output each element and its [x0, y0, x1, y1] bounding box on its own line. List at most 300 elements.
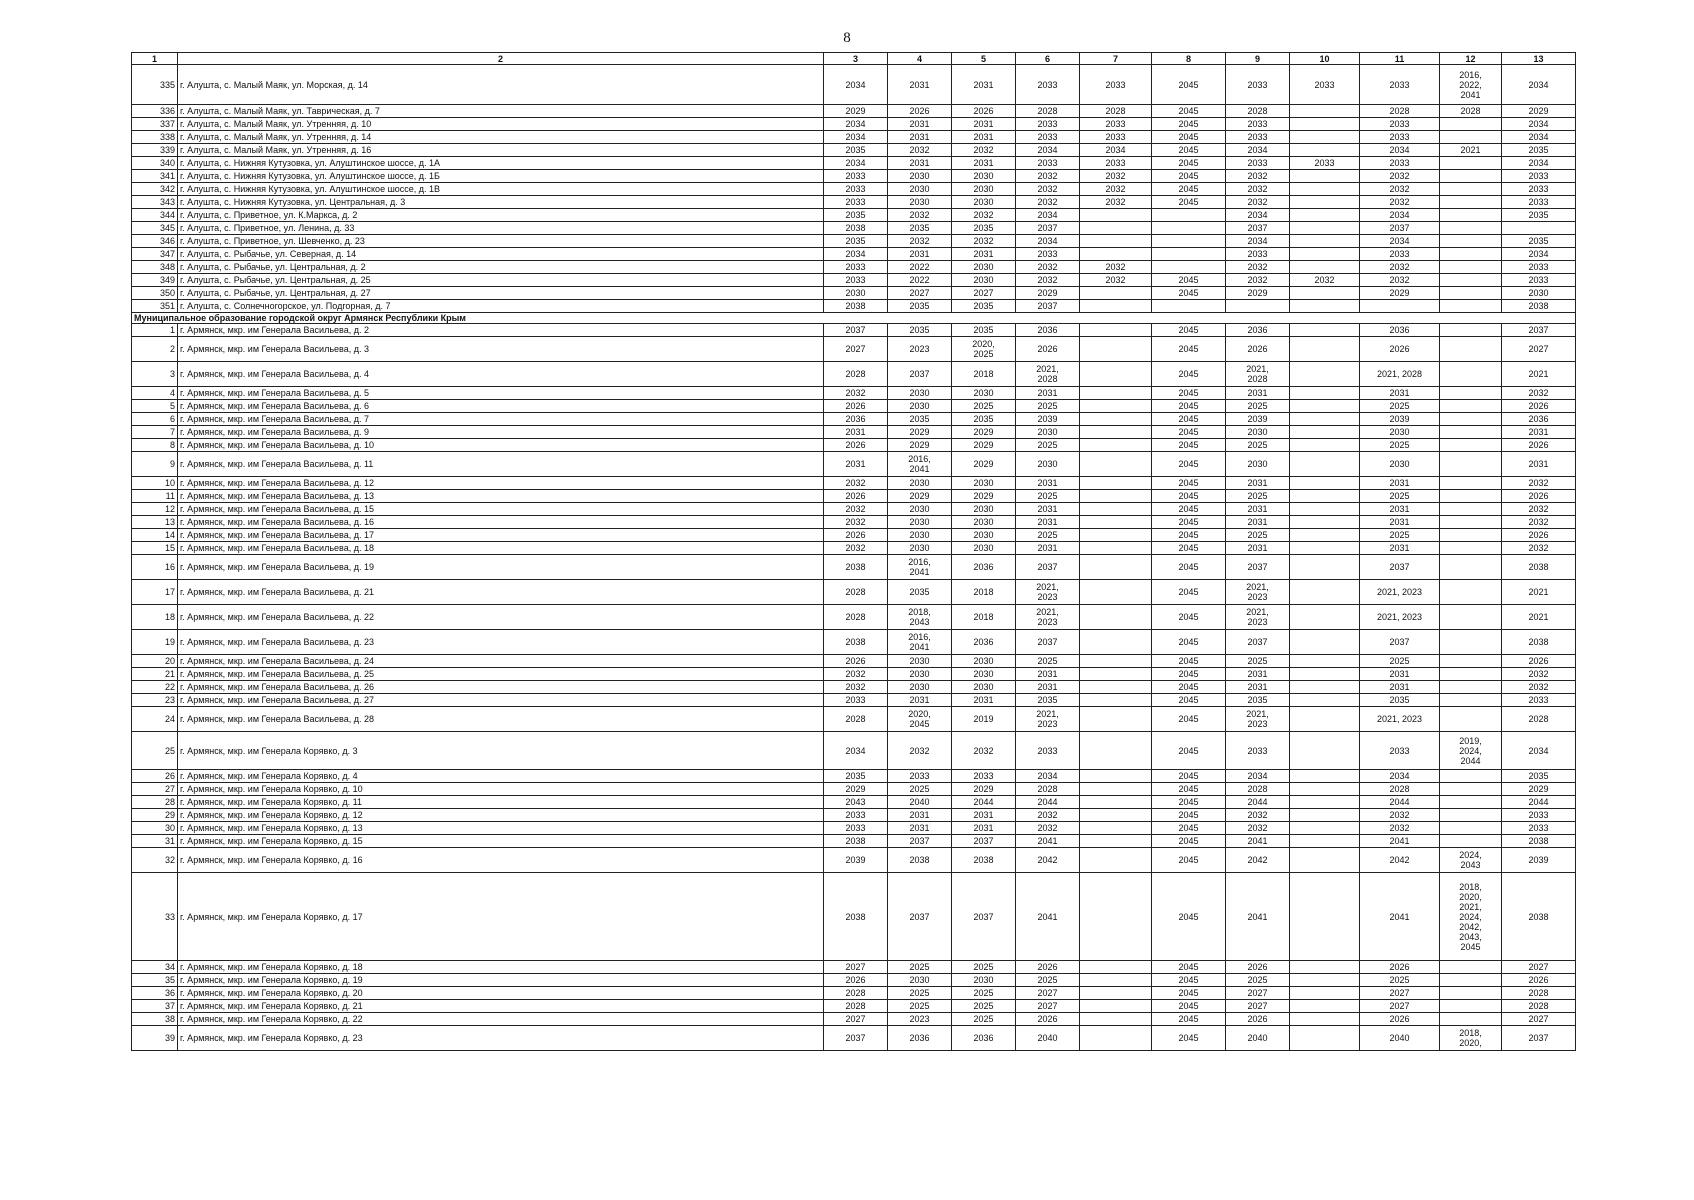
year-cell: 2027 — [1016, 1000, 1080, 1013]
year-cell: 2033 — [1360, 157, 1440, 170]
address-cell: г. Алушта, с. Малый Маяк, ул. Утренняя, д. 14 — [178, 131, 824, 144]
year-cell: 2037 — [1502, 1026, 1576, 1051]
year-cell: 2031 — [1360, 503, 1440, 516]
year-cell: 2025 — [1226, 655, 1290, 668]
table-row — [132, 694, 1576, 707]
year-cell: 2032 — [1080, 261, 1152, 274]
year-cell: 2026 — [1360, 337, 1440, 362]
section-title: Муниципальное образование городской округ Армянск Республики Крым — [132, 313, 1576, 324]
address-cell: г. Алушта, с. Малый Маяк, ул. Утренняя, д. 10 — [178, 118, 824, 131]
row-number: 7 — [132, 426, 178, 439]
table-row — [132, 630, 1576, 655]
year-cell: 2021, 2023 — [1226, 605, 1290, 630]
year-cell: 2045 — [1152, 516, 1226, 529]
year-cell: 2032 — [1502, 516, 1576, 529]
year-cell: 2032 — [1502, 542, 1576, 555]
row-number: 10 — [132, 477, 178, 490]
year-cell — [1440, 542, 1502, 555]
year-cell — [1080, 300, 1152, 313]
year-cell: 2029 — [888, 490, 952, 503]
address-cell: г. Армянск, мкр. им Генерала Васильева, д. 28 — [178, 707, 824, 732]
address-cell: г. Армянск, мкр. им Генерала Васильева, д. 5 — [178, 387, 824, 400]
year-cell: 2038 — [888, 848, 952, 873]
year-cell: 2028 — [1502, 987, 1576, 1000]
year-cell — [1152, 222, 1226, 235]
year-cell: 2028 — [1360, 105, 1440, 118]
year-cell: 2041 — [1016, 835, 1080, 848]
year-cell: 2032 — [1080, 196, 1152, 209]
year-cell — [1080, 413, 1152, 426]
year-cell — [1290, 961, 1360, 974]
year-cell: 2031 — [1226, 503, 1290, 516]
register-table — [131, 52, 1576, 1051]
year-cell: 2032 — [1226, 261, 1290, 274]
year-cell — [1080, 822, 1152, 835]
year-cell — [1360, 300, 1440, 313]
year-cell: 2030 — [952, 542, 1016, 555]
year-cell: 2045 — [1152, 605, 1226, 630]
year-cell: 2045 — [1152, 770, 1226, 783]
year-cell: 2032 — [888, 144, 952, 157]
year-cell: 2035 — [952, 413, 1016, 426]
year-cell: 2031 — [1226, 516, 1290, 529]
year-cell: 2030 — [888, 503, 952, 516]
year-cell: 2028 — [1016, 783, 1080, 796]
column-header: 10 — [1290, 53, 1360, 65]
year-cell: 2021 — [1440, 144, 1502, 157]
address-cell: г. Армянск, мкр. им Генерала Васильева, д. 2 — [178, 324, 824, 337]
year-cell — [1080, 337, 1152, 362]
year-cell: 2044 — [1226, 796, 1290, 809]
table-row — [132, 144, 1576, 157]
year-cell: 2030 — [888, 542, 952, 555]
year-cell: 2032 — [1226, 809, 1290, 822]
column-header: 8 — [1152, 53, 1226, 65]
year-cell: 2030 — [952, 681, 1016, 694]
year-cell: 2027 — [1502, 337, 1576, 362]
year-cell: 2035 — [1502, 770, 1576, 783]
year-cell: 2036 — [1502, 413, 1576, 426]
year-cell: 2016, 2041 — [888, 452, 952, 477]
year-cell: 2031 — [952, 822, 1016, 835]
address-cell: г. Алушта, с. Рыбачье, ул. Центральная, д. 2 — [178, 261, 824, 274]
year-cell: 2031 — [1016, 542, 1080, 555]
year-cell — [1290, 439, 1360, 452]
year-cell: 2030 — [952, 387, 1016, 400]
year-cell — [1290, 337, 1360, 362]
year-cell — [1080, 426, 1152, 439]
year-cell: 2021, 2023 — [1226, 580, 1290, 605]
year-cell: 2024, 2043 — [1440, 848, 1502, 873]
year-cell: 2027 — [1360, 1000, 1440, 1013]
year-cell: 2026 — [888, 105, 952, 118]
year-cell: 2025 — [888, 987, 952, 1000]
year-cell: 2031 — [952, 118, 1016, 131]
year-cell: 2026 — [1502, 490, 1576, 503]
address-cell: г. Армянск, мкр. им Генерала Корявко, д. 23 — [178, 1026, 824, 1051]
row-number: 337 — [132, 118, 178, 131]
year-cell: 2045 — [1152, 1026, 1226, 1051]
year-cell: 2034 — [1360, 209, 1440, 222]
year-cell: 2028 — [1502, 1000, 1576, 1013]
year-cell: 2026 — [1502, 439, 1576, 452]
year-cell: 2029 — [1502, 783, 1576, 796]
year-cell: 2032 — [1080, 170, 1152, 183]
table-row — [132, 707, 1576, 732]
year-cell: 2029 — [952, 426, 1016, 439]
year-cell — [1440, 413, 1502, 426]
year-cell: 2029 — [1016, 287, 1080, 300]
year-cell — [1290, 1026, 1360, 1051]
year-cell — [1290, 170, 1360, 183]
year-cell — [1440, 287, 1502, 300]
year-cell: 2025 — [1360, 400, 1440, 413]
table-row — [132, 796, 1576, 809]
address-cell: г. Армянск, мкр. им Генерала Васильева, д. 11 — [178, 452, 824, 477]
year-cell — [1290, 732, 1360, 770]
address-cell: г. Армянск, мкр. им Генерала Васильева, д. 19 — [178, 555, 824, 580]
year-cell: 2045 — [1152, 873, 1226, 961]
row-number: 335 — [132, 65, 178, 105]
year-cell: 2032 — [952, 144, 1016, 157]
year-cell: 2032 — [1080, 183, 1152, 196]
page-number: 8 — [843, 30, 851, 46]
year-cell — [1290, 222, 1360, 235]
table-row — [132, 131, 1576, 144]
year-cell — [1080, 452, 1152, 477]
year-cell: 2037 — [824, 324, 888, 337]
row-number: 16 — [132, 555, 178, 580]
table-row — [132, 974, 1576, 987]
year-cell: 2034 — [1360, 770, 1440, 783]
year-cell: 2045 — [1152, 848, 1226, 873]
table-row — [132, 783, 1576, 796]
row-number: 13 — [132, 516, 178, 529]
year-cell — [1080, 694, 1152, 707]
table-row — [132, 1000, 1576, 1013]
year-cell — [1226, 300, 1290, 313]
row-number: 33 — [132, 873, 178, 961]
year-cell — [1440, 1000, 1502, 1013]
year-cell — [1290, 1000, 1360, 1013]
year-cell: 2032 — [1016, 183, 1080, 196]
year-cell: 2026 — [1016, 961, 1080, 974]
table-row — [132, 362, 1576, 387]
year-cell: 2031 — [1016, 516, 1080, 529]
year-cell — [1440, 503, 1502, 516]
year-cell: 2035 — [824, 144, 888, 157]
year-cell: 2020, 2045 — [888, 707, 952, 732]
year-cell — [1440, 516, 1502, 529]
year-cell: 2028 — [1226, 105, 1290, 118]
row-number: 348 — [132, 261, 178, 274]
year-cell: 2035 — [824, 209, 888, 222]
year-cell: 2028 — [1226, 783, 1290, 796]
year-cell: 2037 — [888, 873, 952, 961]
row-number: 345 — [132, 222, 178, 235]
year-cell: 2025 — [1360, 529, 1440, 542]
row-number: 351 — [132, 300, 178, 313]
year-cell — [1290, 183, 1360, 196]
year-cell — [1290, 362, 1360, 387]
row-number: 29 — [132, 809, 178, 822]
year-cell: 2039 — [1360, 413, 1440, 426]
year-cell: 2045 — [1152, 105, 1226, 118]
address-cell: г. Армянск, мкр. им Генерала Корявко, д. 13 — [178, 822, 824, 835]
year-cell: 2031 — [888, 694, 952, 707]
year-cell: 2034 — [824, 157, 888, 170]
year-cell: 2033 — [1226, 248, 1290, 261]
year-cell: 2025 — [1016, 439, 1080, 452]
year-cell — [1290, 248, 1360, 261]
year-cell — [1290, 630, 1360, 655]
column-header: 7 — [1080, 53, 1152, 65]
address-cell: г. Армянск, мкр. им Генерала Корявко, д. 3 — [178, 732, 824, 770]
year-cell: 2032 — [1226, 274, 1290, 287]
year-cell: 2037 — [1016, 300, 1080, 313]
year-cell — [1080, 362, 1152, 387]
year-cell: 2033 — [1016, 248, 1080, 261]
column-header: 3 — [824, 53, 888, 65]
year-cell: 2033 — [1502, 196, 1576, 209]
address-cell: г. Алушта, с. Рыбачье, ул. Центральная, д. 27 — [178, 287, 824, 300]
row-number: 31 — [132, 835, 178, 848]
year-cell: 2037 — [888, 362, 952, 387]
year-cell — [1290, 413, 1360, 426]
year-cell: 2029 — [1226, 287, 1290, 300]
column-header: 6 — [1016, 53, 1080, 65]
year-cell: 2034 — [1226, 209, 1290, 222]
year-cell: 2032 — [1016, 170, 1080, 183]
year-cell: 2044 — [1016, 796, 1080, 809]
year-cell: 2032 — [1226, 822, 1290, 835]
year-cell — [1440, 490, 1502, 503]
year-cell: 2034 — [824, 131, 888, 144]
year-cell: 2030 — [1502, 287, 1576, 300]
year-cell: 2032 — [952, 235, 1016, 248]
year-cell: 2034 — [1226, 144, 1290, 157]
year-cell: 2021, 2023 — [1360, 580, 1440, 605]
year-cell: 2025 — [1016, 974, 1080, 987]
year-cell: 2034 — [824, 248, 888, 261]
year-cell: 2021, 2023 — [1016, 605, 1080, 630]
year-cell: 2037 — [1226, 222, 1290, 235]
year-cell: 2045 — [1152, 783, 1226, 796]
year-cell: 2045 — [1152, 362, 1226, 387]
year-cell: 2016, 2022, 2041 — [1440, 65, 1502, 105]
year-cell: 2032 — [1226, 183, 1290, 196]
year-cell: 2044 — [952, 796, 1016, 809]
year-cell: 2030 — [888, 668, 952, 681]
row-number: 17 — [132, 580, 178, 605]
year-cell: 2031 — [952, 809, 1016, 822]
table-row — [132, 503, 1576, 516]
year-cell: 2033 — [1360, 131, 1440, 144]
year-cell: 2025 — [952, 1000, 1016, 1013]
year-cell: 2045 — [1152, 668, 1226, 681]
year-cell: 2039 — [1016, 413, 1080, 426]
year-cell: 2026 — [952, 105, 1016, 118]
year-cell: 2043 — [824, 796, 888, 809]
year-cell — [1290, 783, 1360, 796]
year-cell: 2026 — [1502, 529, 1576, 542]
year-cell: 2045 — [1152, 183, 1226, 196]
address-cell: г. Алушта, с. Приветное, ул. Ленина, д. 33 — [178, 222, 824, 235]
year-cell — [1080, 630, 1152, 655]
year-cell: 2033 — [1290, 65, 1360, 105]
year-cell: 2032 — [1016, 261, 1080, 274]
year-cell: 2032 — [1016, 809, 1080, 822]
year-cell — [1290, 324, 1360, 337]
year-cell: 2021, 2028 — [1360, 362, 1440, 387]
table-body — [132, 65, 1576, 1051]
year-cell: 2037 — [1016, 222, 1080, 235]
address-cell: г. Алушта, с. Малый Маяк, ул. Таврическая, д. 7 — [178, 105, 824, 118]
year-cell: 2030 — [952, 477, 1016, 490]
year-cell: 2037 — [824, 1026, 888, 1051]
year-cell: 2035 — [888, 413, 952, 426]
year-cell — [1080, 400, 1152, 413]
year-cell: 2034 — [1360, 144, 1440, 157]
year-cell: 2045 — [1152, 580, 1226, 605]
year-cell: 2033 — [952, 770, 1016, 783]
row-number: 22 — [132, 681, 178, 694]
year-cell: 2032 — [824, 387, 888, 400]
year-cell: 2033 — [1502, 170, 1576, 183]
row-number: 15 — [132, 542, 178, 555]
year-cell: 2030 — [1016, 452, 1080, 477]
year-cell — [1080, 668, 1152, 681]
year-cell: 2037 — [1226, 630, 1290, 655]
year-cell: 2045 — [1152, 452, 1226, 477]
year-cell — [1152, 248, 1226, 261]
year-cell — [1080, 605, 1152, 630]
year-cell: 2045 — [1152, 400, 1226, 413]
year-cell — [1440, 477, 1502, 490]
year-cell: 2038 — [824, 873, 888, 961]
row-number: 26 — [132, 770, 178, 783]
year-cell: 2033 — [1080, 131, 1152, 144]
year-cell: 2028 — [824, 362, 888, 387]
year-cell: 2032 — [888, 732, 952, 770]
year-cell — [1440, 209, 1502, 222]
table-row — [132, 400, 1576, 413]
address-cell: г. Алушта, с. Рыбачье, ул. Центральная, д. 25 — [178, 274, 824, 287]
table-row — [132, 542, 1576, 555]
address-cell: г. Армянск, мкр. им Генерала Васильева, д. 13 — [178, 490, 824, 503]
year-cell — [1290, 796, 1360, 809]
year-cell: 2033 — [1502, 809, 1576, 822]
row-number: 27 — [132, 783, 178, 796]
row-number: 34 — [132, 961, 178, 974]
table-row — [132, 668, 1576, 681]
year-cell — [1440, 783, 1502, 796]
year-cell — [1080, 1026, 1152, 1051]
year-cell: 2033 — [1016, 157, 1080, 170]
year-cell: 2030 — [952, 170, 1016, 183]
year-cell — [1080, 783, 1152, 796]
row-number: 349 — [132, 274, 178, 287]
row-number: 21 — [132, 668, 178, 681]
table-row — [132, 681, 1576, 694]
year-cell: 2033 — [1360, 732, 1440, 770]
year-cell: 2033 — [1502, 822, 1576, 835]
table-row — [132, 105, 1576, 118]
year-cell: 2045 — [1152, 490, 1226, 503]
year-cell: 2033 — [1016, 131, 1080, 144]
year-cell: 2031 — [1016, 668, 1080, 681]
year-cell: 2026 — [824, 974, 888, 987]
year-cell — [1290, 400, 1360, 413]
year-cell: 2037 — [1360, 222, 1440, 235]
year-cell — [1290, 542, 1360, 555]
year-cell: 2041 — [1016, 873, 1080, 961]
year-cell — [1080, 974, 1152, 987]
address-cell: г. Армянск, мкр. им Генерала Корявко, д. 16 — [178, 848, 824, 873]
year-cell: 2033 — [824, 274, 888, 287]
year-cell: 2034 — [1502, 248, 1576, 261]
year-cell: 2036 — [952, 630, 1016, 655]
year-cell: 2034 — [1016, 235, 1080, 248]
year-cell — [1080, 490, 1152, 503]
year-cell — [1290, 131, 1360, 144]
address-cell: г. Армянск, мкр. им Генерала Васильева, д. 23 — [178, 630, 824, 655]
year-cell: 2032 — [1016, 822, 1080, 835]
year-cell: 2035 — [824, 770, 888, 783]
year-cell: 2025 — [952, 961, 1016, 974]
year-cell — [1440, 300, 1502, 313]
address-cell: г. Армянск, мкр. им Генерала Васильева, д. 3 — [178, 337, 824, 362]
year-cell: 2045 — [1152, 707, 1226, 732]
year-cell — [1152, 235, 1226, 248]
year-cell: 2045 — [1152, 655, 1226, 668]
year-cell — [1290, 835, 1360, 848]
year-cell: 2027 — [1360, 987, 1440, 1000]
year-cell — [1440, 668, 1502, 681]
year-cell: 2034 — [824, 65, 888, 105]
year-cell: 2025 — [1016, 400, 1080, 413]
year-cell: 2034 — [1502, 118, 1576, 131]
address-cell: г. Армянск, мкр. им Генерала Васильева, д. 26 — [178, 681, 824, 694]
row-number: 1 — [132, 324, 178, 337]
table-row — [132, 809, 1576, 822]
year-cell: 2032 — [1080, 274, 1152, 287]
table-row — [132, 770, 1576, 783]
year-cell: 2025 — [1226, 529, 1290, 542]
year-cell: 2026 — [1016, 337, 1080, 362]
year-cell: 2033 — [1502, 274, 1576, 287]
address-cell: г. Армянск, мкр. им Генерала Корявко, д. 20 — [178, 987, 824, 1000]
year-cell — [1080, 209, 1152, 222]
year-cell: 2040 — [1360, 1026, 1440, 1051]
year-cell: 2034 — [1502, 65, 1576, 105]
row-number: 36 — [132, 987, 178, 1000]
year-cell: 2037 — [1360, 630, 1440, 655]
year-cell: 2021, 2028 — [1226, 362, 1290, 387]
year-cell: 2034 — [1226, 235, 1290, 248]
row-number: 20 — [132, 655, 178, 668]
year-cell — [1290, 490, 1360, 503]
year-cell: 2033 — [1226, 732, 1290, 770]
year-cell: 2033 — [1502, 694, 1576, 707]
address-cell: г. Армянск, мкр. им Генерала Васильева, д. 16 — [178, 516, 824, 529]
year-cell: 2045 — [1152, 630, 1226, 655]
section-header-row — [132, 313, 1576, 324]
address-cell: г. Алушта, с. Нижняя Кутузовка, ул. Центральная, д. 3 — [178, 196, 824, 209]
year-cell: 2032 — [1502, 477, 1576, 490]
year-cell — [1440, 707, 1502, 732]
address-cell: г. Армянск, мкр. им Генерала Васильева, д. 15 — [178, 503, 824, 516]
